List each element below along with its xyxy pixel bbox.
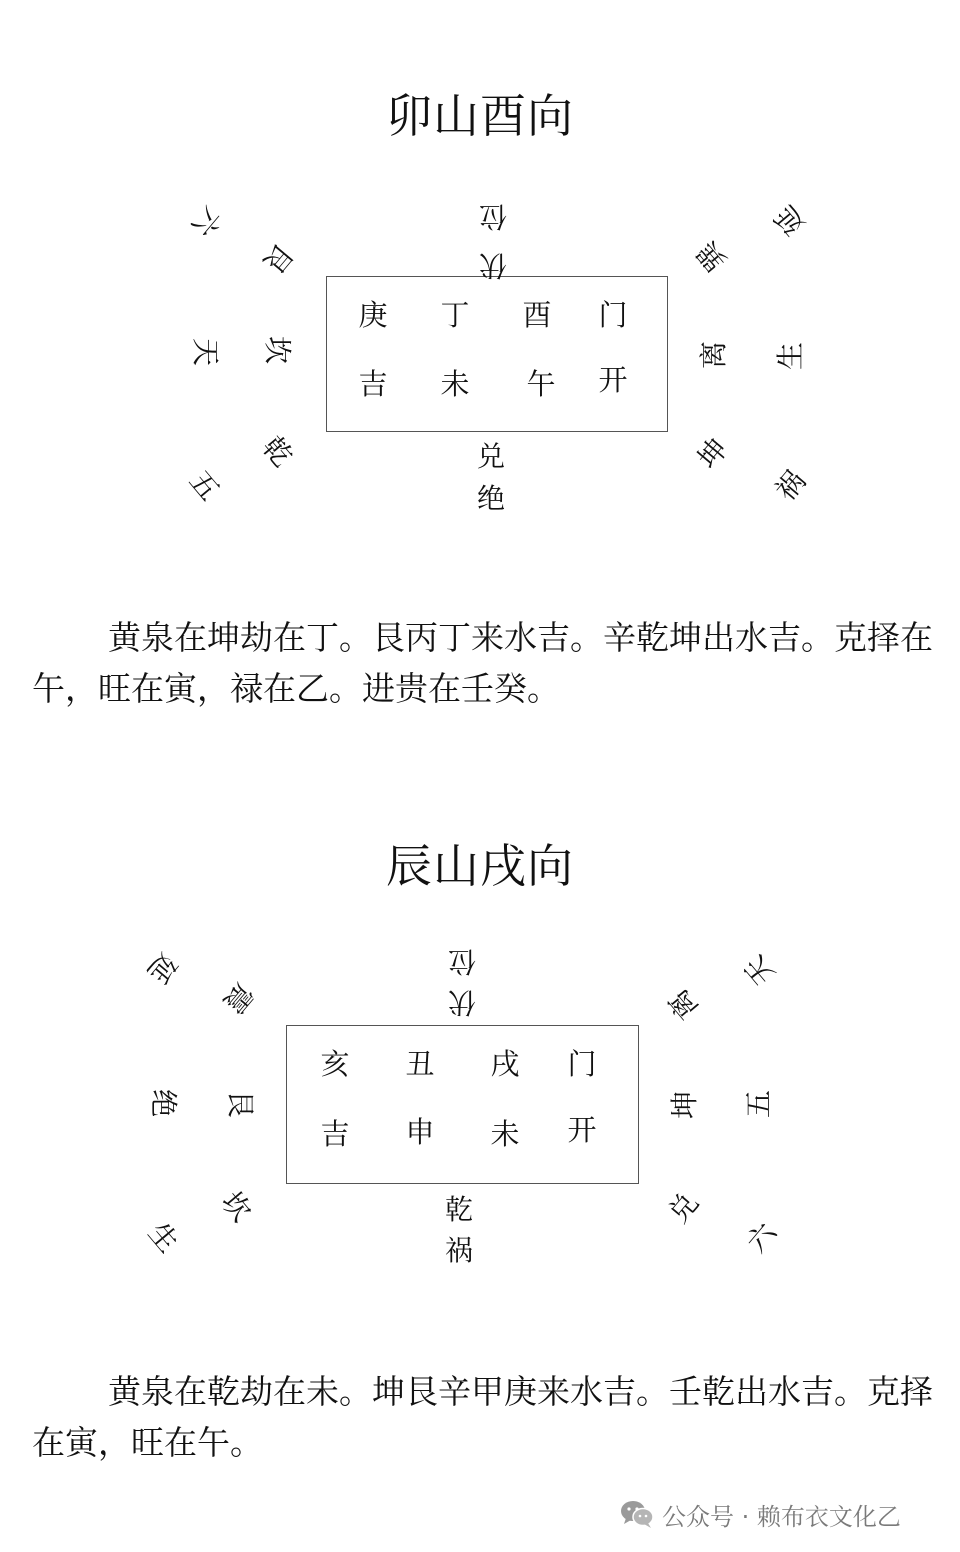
diagram1-right-inner-1: 巽 [689, 234, 734, 278]
diagram1-left-inner-3: 乾 [255, 430, 300, 474]
diagram2-title: 辰山戌向 [386, 839, 574, 893]
diagram1-right-outer-3: 祸 [768, 464, 813, 508]
diagram1-left-inner-2: 坎 [261, 335, 294, 364]
diagram1-bottom-label-2: 绝 [476, 482, 505, 515]
diagram2-description: 黄泉在乾劫在未。坤艮辛甲庚来水吉。壬乾出水吉。克择在寅，旺在午。 [32, 1372, 933, 1462]
diagram2-left-inner-2: 艮 [224, 1089, 257, 1118]
diagram2-left-outer-2: 绝 [147, 1088, 180, 1117]
diagram1-description: 黄泉在坤劫在丁。艮丙丁来水吉。辛乾坤出水吉。克择在午，旺在寅，禄在乙。进贵在壬癸。 [32, 618, 933, 708]
diagram2-right-outer-1: 天 [737, 948, 782, 992]
diagram2-bottom-label-2: 祸 [444, 1234, 473, 1267]
diagram2-grid-r2c1: 吉 [320, 1117, 350, 1151]
diagram2-right-outer-2: 五 [742, 1090, 775, 1119]
diagram2-grid-r1c3: 戌 [490, 1047, 520, 1081]
diagram2-right-outer-3: 六 [739, 1216, 784, 1260]
diagram1-left-inner-1: 艮 [256, 236, 301, 280]
diagram1-grid-r1c3: 酉 [522, 298, 552, 332]
diagram1-top-label-2: 位 [479, 200, 508, 233]
watermark [620, 1494, 901, 1534]
diagram1-left-outer-1: 六 [184, 199, 229, 243]
diagram1-top-label-1: 伏 [479, 249, 508, 282]
diagram1-right-outer-1: 延 [767, 198, 812, 242]
diagram1-grid-r2c4: 开 [598, 363, 628, 397]
diagram1-bottom-label-1: 兑 [476, 440, 505, 473]
diagram2-right-inner-2: 坤 [668, 1091, 701, 1120]
diagram1-grid-r2c3: 午 [526, 367, 556, 401]
diagram1-title: 卯山酉向 [386, 89, 574, 143]
diagram2-grid-r1c4: 门 [567, 1047, 597, 1081]
diagram1-left-outer-2: 天 [189, 337, 222, 366]
diagram1-grid-r2c1: 吉 [358, 367, 388, 401]
diagram1-right-inner-2: 离 [697, 341, 730, 370]
watermark-text: 公众号 · 赖布衣文化乙 [662, 1502, 901, 1531]
diagram2-top-label-1: 伏 [448, 986, 477, 1019]
diagram2-grid-r2c2: 申 [405, 1115, 435, 1149]
diagram2-right-inner-1: 离 [661, 982, 706, 1026]
diagram2-top-label-2: 位 [448, 945, 477, 978]
diagram1-right-outer-2: 生 [774, 342, 807, 371]
diagram1-left-outer-3: 五 [182, 464, 227, 508]
diagram2-grid-r2c4: 开 [567, 1113, 597, 1147]
wechat-icon [620, 1499, 654, 1529]
diagram1-grid-r2c2: 未 [440, 367, 470, 401]
diagram2-left-inner-3: 坎 [214, 1185, 259, 1229]
diagram2-grid-r2c3: 未 [490, 1117, 520, 1151]
diagram1-grid-r1c2: 丁 [440, 298, 470, 332]
diagram2-left-outer-1: 延 [140, 946, 185, 990]
diagram2-bottom-label-1: 乾 [444, 1193, 473, 1226]
diagram1-grid-r1c1: 庚 [358, 298, 388, 332]
diagram1-right-inner-3: 坤 [690, 432, 735, 476]
diagram2-grid-r1c2: 丑 [405, 1047, 435, 1081]
diagram2-left-outer-3: 生 [141, 1216, 186, 1260]
diagram2-left-inner-1: 震 [216, 976, 261, 1020]
diagram2-right-inner-3: 兑 [661, 1186, 706, 1230]
diagram1-grid-r1c4: 门 [598, 298, 628, 332]
diagram2-grid-r1c1: 亥 [320, 1047, 350, 1081]
